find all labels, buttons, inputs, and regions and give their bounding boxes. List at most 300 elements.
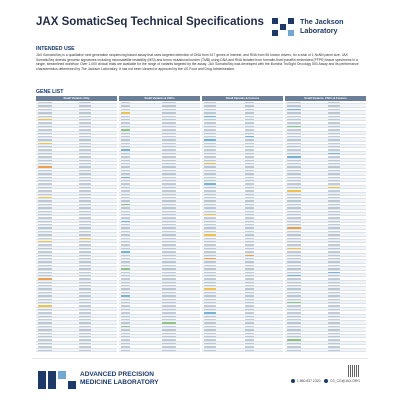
gene-name-placeholder [38,322,52,323]
gene-name-placeholder [287,143,301,144]
gene-name-placeholder [79,207,91,208]
gene-name-placeholder [38,156,52,157]
gene-name-placeholder [38,183,52,184]
gene-name-placeholder [245,302,254,303]
gene-cell [326,349,367,352]
gene-name-placeholder [328,190,340,191]
phone-icon [291,379,295,383]
gene-name-placeholder [162,177,176,178]
gene-name-placeholder [162,292,176,293]
gene-name-placeholder [287,231,301,232]
gene-name-placeholder [245,177,254,178]
gene-name-placeholder [204,197,216,198]
gene-name-placeholder [204,129,216,130]
gene-name-placeholder [245,265,254,266]
logo-text [300,17,344,35]
gene-name-placeholder [328,149,340,150]
gene-name-placeholder [287,234,301,235]
gene-name-placeholder [162,346,176,347]
gene-name-placeholder [162,261,176,262]
gene-name-placeholder [245,261,254,262]
gene-name-placeholder [204,194,216,195]
gene-name-placeholder [162,227,176,228]
gene-name-placeholder [287,292,301,293]
gene-name-placeholder [204,322,216,323]
gene-name-placeholder [245,241,254,242]
gene-name-placeholder [287,336,301,337]
gene-name-placeholder [204,109,216,110]
gene-name-placeholder [245,204,254,205]
gene-name-placeholder [287,316,301,317]
gene-name-placeholder [287,329,301,330]
gene-name-placeholder [121,346,130,347]
gene-name-placeholder [121,231,130,232]
gene-name-placeholder [245,282,254,283]
gene-name-placeholder [328,234,340,235]
gene-name-placeholder [245,343,254,344]
gene-name-placeholder [204,173,216,174]
gene-name-placeholder [328,109,340,110]
gene-name-placeholder [204,336,216,337]
gene-name-placeholder [245,329,254,330]
intended-use-heading: INTENDED USE [36,46,75,52]
gene-name-placeholder [121,292,130,293]
gene-name-placeholder [121,268,130,269]
gene-name-placeholder [79,146,91,147]
gene-name-placeholder [287,116,301,117]
gene-name-placeholder [204,350,216,351]
gene-name-placeholder [204,305,216,306]
gene-name-placeholder [38,288,52,289]
gene-name-placeholder [79,129,91,130]
gene-name-placeholder [79,309,91,310]
gene-name-placeholder [328,326,340,327]
gene-name-placeholder [204,333,216,334]
gene-name-placeholder [38,136,52,137]
gene-name-placeholder [162,234,176,235]
gene-name-placeholder [287,105,301,106]
gene-name-placeholder [245,319,254,320]
gene-name-placeholder [287,322,301,323]
gene-name-placeholder [287,163,301,164]
gene-name-placeholder [328,336,340,337]
gene-name-placeholder [79,136,91,137]
gene-name-placeholder [79,122,91,123]
gene-name-placeholder [38,163,52,164]
gene-name-placeholder [287,255,301,256]
gene-name-placeholder [121,204,130,205]
gene-name-placeholder [204,149,216,150]
gene-row [36,349,117,352]
email-contact[interactable] [324,379,360,383]
gene-name-placeholder [162,146,176,147]
gene-name-placeholder [121,339,130,340]
gene-name-placeholder [287,261,301,262]
gene-name-placeholder [328,299,340,300]
gene-name-placeholder [162,207,176,208]
gene-name-placeholder [38,102,52,103]
jax-logo-mark-icon [270,14,296,40]
document-footer [32,358,368,400]
gene-name-placeholder [328,129,340,130]
gene-name-placeholder [121,329,130,330]
gene-name-placeholder [328,278,340,279]
gene-name-placeholder [204,343,216,344]
gene-name-placeholder [204,282,216,283]
gene-name-placeholder [38,309,52,310]
gene-name-placeholder [328,133,340,134]
gene-name-placeholder [38,173,52,174]
gene-name-placeholder [245,350,254,351]
footer-contact [291,379,360,383]
gene-name-placeholder [287,214,301,215]
intended-use-text: JAX SomaticSeq is a qualitative next generation sequencing based assay that uses targeted detection of DNA from 517 genes of interest, and RNA from 55 known drivers, for a total of 1 NxNN panel size. JAX SomaticSeq detects genomic signatures including microsatellite instability (MSI) and tumor mutational burden (TMB) using DNA and RNA isolated from formalin-fixed paraffin embedded (FFPE) tissue specimens in a single, streamlined workflow. Over 1,000 clinical trials are available for the range of variants targeted by the assay. JAX SomaticSeq was developed with the Illumina TruSight Oncology 500 Assay and its performance characteristics determined by The Jackson Laboratory. It has not been cleared or approved by the US Food and Drug Administration. [36,53,359,71]
gene-name-placeholder [287,295,301,296]
gene-name-placeholder [328,207,340,208]
gene-name-placeholder [287,170,301,171]
gene-name-placeholder [204,248,216,249]
gene-name-placeholder [38,227,52,228]
gene-name-placeholder [121,343,130,344]
gene-name-placeholder [328,268,340,269]
gene-cell [243,349,284,352]
gene-name-placeholder [287,173,301,174]
gene-name-placeholder [38,129,52,130]
gene-name-placeholder [162,343,176,344]
gene-name-placeholder [287,166,301,167]
gene-name-placeholder [287,275,301,276]
gene-name-placeholder [162,112,176,113]
gene-name-placeholder [287,238,301,239]
gene-name-placeholder [245,224,254,225]
gene-name-placeholder [162,265,176,266]
gene-name-placeholder [328,282,340,283]
gene-name-placeholder [38,238,52,239]
gene-name-placeholder [287,156,301,157]
gene-name-placeholder [162,224,176,225]
email-icon [324,379,328,383]
gene-name-placeholder [38,143,52,144]
gene-name-placeholder [328,143,340,144]
gene-name-placeholder [38,200,52,201]
gene-name-placeholder [287,248,301,249]
gene-name-placeholder [328,251,340,252]
spec-sheet [32,0,368,400]
logo-line-2: Laboratory [300,26,338,35]
gene-name-placeholder [245,197,254,198]
gene-name-placeholder [204,299,216,300]
gene-name-placeholder [287,343,301,344]
gene-name-placeholder [328,305,340,306]
gene-name-placeholder [38,268,52,269]
gene-name-placeholder [121,265,130,266]
gene-name-placeholder [38,149,52,150]
gene-name-placeholder [121,122,130,123]
gene-name-placeholder [204,221,216,222]
gene-name-placeholder [328,139,340,140]
gene-name-placeholder [121,133,130,134]
gene-name-placeholder [79,305,91,306]
gene-name-placeholder [162,295,176,296]
gene-name-placeholder [38,278,52,279]
phone-contact[interactable] [291,379,320,383]
gene-name-placeholder [245,255,254,256]
gene-name-placeholder [328,241,340,242]
gene-name-placeholder [204,227,216,228]
gene-name-placeholder [38,180,52,181]
gene-row [285,349,366,352]
gene-name-placeholder [121,295,130,296]
gene-name-placeholder [162,305,176,306]
gene-name-placeholder [287,200,301,201]
gene-name-placeholder [328,295,340,296]
gene-name-placeholder [204,119,216,120]
gene-name-placeholder [79,285,91,286]
gene-name-placeholder [204,126,216,127]
gene-name-placeholder [79,350,91,351]
gene-name-placeholder [79,258,91,259]
gene-name-placeholder [328,275,340,276]
gene-name-placeholder [38,346,52,347]
gene-name-placeholder [121,224,130,225]
gene-name-placeholder [245,126,254,127]
gene-name-placeholder [328,350,340,351]
gene-name-placeholder [162,200,176,201]
gene-name-placeholder [287,112,301,113]
gene-name-placeholder [287,183,301,184]
gene-name-placeholder [79,268,91,269]
gene-name-placeholder [121,207,130,208]
gene-name-placeholder [245,194,254,195]
gene-name-placeholder [79,326,91,327]
gene-name-placeholder [121,227,130,228]
gene-name-placeholder [79,251,91,252]
gene-name-placeholder [79,278,91,279]
gene-name-placeholder [38,265,52,266]
gene-name-placeholder [79,177,91,178]
gene-list-heading: GENE LIST [36,89,64,95]
gene-name-placeholder [79,343,91,344]
gene-name-placeholder [204,255,216,256]
gene-name-placeholder [328,309,340,310]
gene-cell [160,349,201,352]
gene-name-placeholder [121,173,130,174]
gene-name-placeholder [38,329,52,330]
gene-name-placeholder [38,292,52,293]
gene-name-placeholder [162,285,176,286]
gene-name-placeholder [38,255,52,256]
gene-name-placeholder [79,238,91,239]
gene-name-placeholder [79,319,91,320]
gene-name-placeholder [287,346,301,347]
gene-row [119,349,200,352]
gene-name-placeholder [38,319,52,320]
gene-name-placeholder [121,126,130,127]
qr-code-icon [348,365,360,377]
gene-name-placeholder [162,119,176,120]
gene-name-placeholder [287,299,301,300]
gene-name-placeholder [287,217,301,218]
gene-name-placeholder [38,282,52,283]
gene-name-placeholder [287,139,301,140]
gene-name-placeholder [245,173,254,174]
gene-name-placeholder [245,156,254,157]
gene-name-placeholder [162,166,176,167]
gene-name-placeholder [328,116,340,117]
gene-name-placeholder [328,194,340,195]
gene-name-placeholder [121,153,130,154]
gene-name-placeholder [121,322,130,323]
gene-name-placeholder [38,187,52,188]
gene-name-placeholder [162,197,176,198]
gene-name-placeholder [121,261,130,262]
gene-name-placeholder [162,278,176,279]
gene-name-placeholder [245,200,254,201]
gene-name-placeholder [121,197,130,198]
gene-name-placeholder [121,238,130,239]
gene-name-placeholder [245,170,254,171]
gene-name-placeholder [287,149,301,150]
gene-name-placeholder [121,272,130,273]
gene-name-placeholder [79,214,91,215]
gene-name-placeholder [204,139,216,140]
gene-name-placeholder [328,156,340,157]
gene-name-placeholder [204,102,216,103]
gene-name-placeholder [38,299,52,300]
gene-name-placeholder [38,194,52,195]
gene-name-placeholder [79,211,91,212]
gene-name-placeholder [38,112,52,113]
gene-name-placeholder [162,336,176,337]
gene-name-placeholder [38,214,52,215]
gene-name-placeholder [204,143,216,144]
gene-name-placeholder [79,153,91,154]
gene-name-placeholder [245,333,254,334]
gene-name-placeholder [328,322,340,323]
gene-name-placeholder [79,197,91,198]
gene-name-placeholder [121,251,130,252]
gene-name-placeholder [38,224,52,225]
gene-name-placeholder [204,265,216,266]
gene-name-placeholder [328,183,340,184]
gene-name-placeholder [162,309,176,310]
gene-name-placeholder [162,211,176,212]
gene-name-placeholder [121,221,130,222]
gene-name-placeholder [79,244,91,245]
gene-name-placeholder [245,272,254,273]
gene-name-placeholder [245,227,254,228]
gene-name-placeholder [204,234,216,235]
column-header: Small Variants Only [36,96,117,101]
gene-name-placeholder [328,261,340,262]
gene-name-placeholder [38,248,52,249]
gene-name-placeholder [79,312,91,313]
gene-name-placeholder [204,339,216,340]
gene-name-placeholder [204,214,216,215]
gene-name-placeholder [328,177,340,178]
gene-name-placeholder [38,204,52,205]
gene-name-placeholder [328,112,340,113]
gene-name-placeholder [245,180,254,181]
gene-name-placeholder [79,139,91,140]
gene-name-placeholder [79,126,91,127]
gene-name-placeholder [162,299,176,300]
gene-name-placeholder [162,329,176,330]
gene-name-placeholder [121,187,130,188]
gene-name-placeholder [245,146,254,147]
gene-name-placeholder [79,170,91,171]
email-address: CS_CG@JAX.ORG [329,379,360,383]
gene-name-placeholder [79,336,91,337]
gene-name-placeholder [204,166,216,167]
gene-name-placeholder [287,160,301,161]
gene-name-placeholder [245,231,254,232]
gene-name-placeholder [121,170,130,171]
gene-name-placeholder [79,204,91,205]
gene-name-placeholder [245,211,254,212]
gene-name-placeholder [79,288,91,289]
gene-name-placeholder [38,116,52,117]
gene-name-placeholder [79,302,91,303]
gene-name-placeholder [38,234,52,235]
gene-name-placeholder [162,339,176,340]
gene-name-placeholder [162,160,176,161]
gene-name-placeholder [121,305,130,306]
gene-name-placeholder [162,163,176,164]
gene-name-placeholder [328,302,340,303]
gene-name-placeholder [328,244,340,245]
gene-name-placeholder [245,339,254,340]
gene-name-placeholder [121,200,130,201]
gene-name-placeholder [162,133,176,134]
gene-name-placeholder [245,346,254,347]
gene-name-placeholder [328,102,340,103]
gene-cell [119,349,160,352]
gene-name-placeholder [204,133,216,134]
gene-name-placeholder [79,160,91,161]
gene-name-placeholder [328,105,340,106]
gene-name-placeholder [287,288,301,289]
gene-name-placeholder [204,302,216,303]
gene-name-placeholder [121,309,130,310]
gene-name-placeholder [79,119,91,120]
gene-name-placeholder [245,183,254,184]
gene-name-placeholder [38,343,52,344]
gene-name-placeholder [287,187,301,188]
gene-name-placeholder [204,275,216,276]
gene-name-placeholder [121,302,130,303]
gene-name-placeholder [245,234,254,235]
gene-name-placeholder [328,238,340,239]
gene-name-placeholder [162,139,176,140]
gene-name-placeholder [245,295,254,296]
gene-name-placeholder [328,258,340,259]
gene-name-placeholder [245,105,254,106]
logo-line-1: The Jackson [300,17,344,26]
gene-name-placeholder [245,305,254,306]
gene-name-placeholder [328,136,340,137]
gene-name-placeholder [287,190,301,191]
gene-name-placeholder [38,217,52,218]
gene-name-placeholder [121,333,130,334]
gene-name-placeholder [121,194,130,195]
gene-name-placeholder [162,217,176,218]
gene-name-placeholder [204,116,216,117]
gene-name-placeholder [204,261,216,262]
gene-name-placeholder [287,177,301,178]
gene-name-placeholder [162,316,176,317]
gene-name-placeholder [204,329,216,330]
